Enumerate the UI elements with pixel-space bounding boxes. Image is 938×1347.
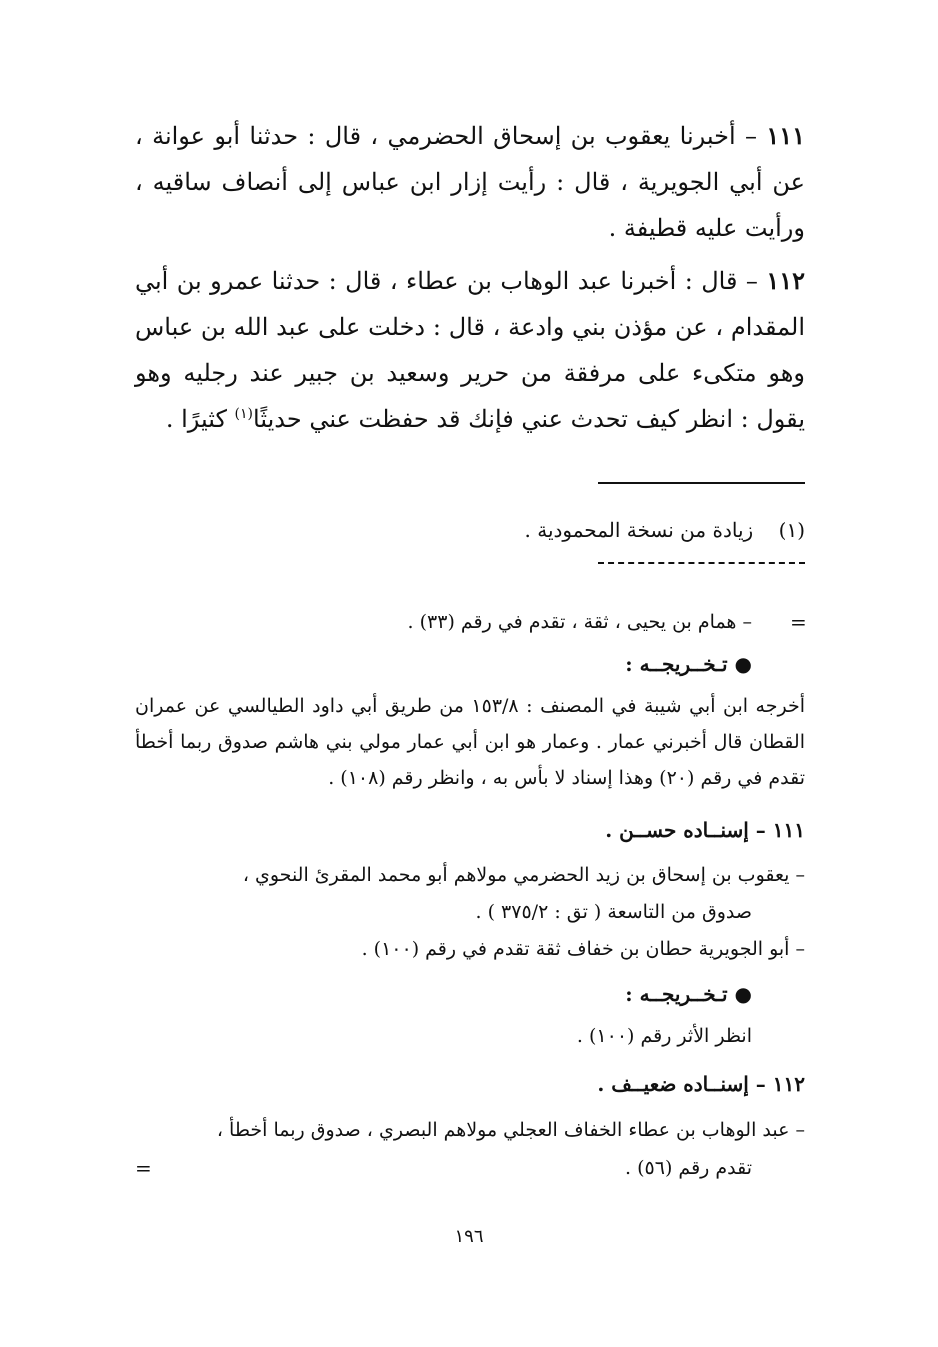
continuation-mark: = [790,610,807,634]
narrator-hammam: – همام بن يحيى ، ثقة ، تقدم في رقم (٣٣) . [407,611,752,633]
narrator-yaqub-line-2: صدوق من التاسعة ( تق : ٣٧٥/٢ ) . [475,901,752,923]
page-number: ١٩٦ [454,1226,484,1247]
narrator-abdulwahhab-line-1: – عبد الوهاب بن عطاء الخفاف العجلي مولاهم البصري ، صدوق ربما أخطأ ، [216,1119,805,1141]
hadith-number-112: ١١٢ [766,266,805,295]
takhrij-text-2: انظر الأثر رقم (١٠٠) . [576,1025,752,1047]
footnote-1 [300,512,805,548]
isnad-heading-112: ١١٢ – إسنــاده ضعيــف . [597,1072,805,1096]
hadith-number-111: ١١١ [766,121,805,150]
narrator-abdulwahhab-line-2: تقدم رقم (٥٦) . [625,1157,752,1179]
footnote-separator [598,482,805,484]
commentary-separator [598,562,805,564]
footnote-marker: (١) [778,518,805,542]
narrator-yaqub-line-1: – يعقوب بن إسحاق بن زيد الحضرمي مولاهم أبو محمد المقرئ النحوي ، [242,864,805,886]
isnad-heading-111: ١١١ – إسنــاده حســن . [605,818,805,842]
takhrij-heading-2: ● تـخــريجــه : [625,982,752,1006]
paragraph-112-text-end: كثيرًا . [165,405,235,433]
paragraph-112-text: – قال : أخبرنا عبد الوهاب بن عطاء ، قال : حدثنا عمرو بن أبي المقدام ، عن مؤذن بني وادعة ، قال : دخلت على عبد الله بن عباس وهو متكىء على مرفقة من حرير وسعيد بن جبير عند رجليه وهو يقول : انظر كيف تحدث عني فإنك قد حفظت عني حديثًا [135,267,805,433]
narrator-abu-juwayriya: – أبو الجويرية حطان بن خفاف ثقة تقدم في رقم (١٠٠) . [361,938,805,960]
paragraph-111-text: – أخبرنا يعقوب بن إسحاق الحضرمي ، قال : حدثنا أبو عوانة ، عن أبي الجويرية ، قال : رأيت إزار ابن عباس إلى أنصاف ساقيه ، ورأيت عليه قطيفة . [135,122,805,242]
footnote-ref: (١) [234,406,254,422]
continuation-mark-end: = [135,1156,152,1180]
takhrij-text-1: أخرجه ابن أبي شيبة في المصنف : ١٥٣/٨ من طريق أبي داود الطيالسي عن عمران القطان قال أخبرني عمار . وعمار هو ابن أبي عمار مولي بني هاشم صدوق ربما أخطأ تقدم في رقم (٢٠) وهذا إسناد لا بأس به ، وانظر رقم (١٠٨) . [135,695,805,789]
footnote-text: زيادة من نسخة المحمودية . [524,518,754,542]
takhrij-heading-1: ● تـخــريجــه : [625,652,752,676]
paragraph-111 [135,113,805,251]
paragraph-112 [135,258,805,442]
